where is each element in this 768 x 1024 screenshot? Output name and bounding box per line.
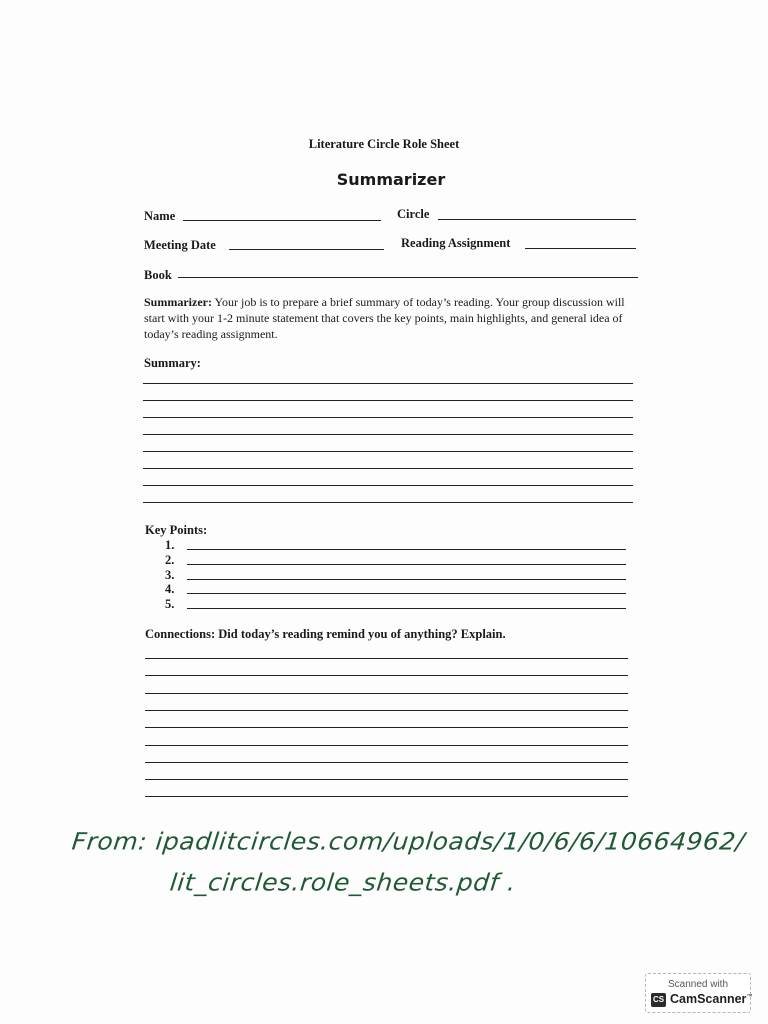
key-points-label: Key Points:	[145, 523, 208, 537]
camscanner-logo-icon: CS	[651, 993, 666, 1007]
key-point-number: 3.	[165, 567, 175, 582]
summary-line[interactable]	[143, 502, 633, 503]
summary-line[interactable]	[143, 383, 633, 384]
name-line[interactable]	[183, 220, 381, 221]
connections-line[interactable]	[145, 796, 628, 797]
role-heading: Summarizer	[336, 170, 446, 189]
summary-line[interactable]	[143, 434, 633, 435]
scanned-with-caption: Scanned with	[667, 979, 729, 990]
key-point-line[interactable]	[187, 593, 626, 594]
summary-line[interactable]	[143, 468, 633, 469]
connections-line[interactable]	[145, 762, 628, 763]
key-point-line[interactable]	[187, 608, 626, 609]
instructions	[144, 294, 644, 342]
page-title: Literature Circle Role Sheet	[308, 137, 460, 151]
camscanner-brand-text: CamScanner	[670, 992, 747, 1006]
summary-line[interactable]	[143, 417, 633, 418]
connections-line[interactable]	[145, 779, 628, 780]
circle-line[interactable]	[438, 219, 636, 220]
key-point-line[interactable]	[187, 579, 626, 580]
connections-label: Connections: Did today’s reading remind you of anything? Explain.	[145, 627, 506, 641]
book-label: Book	[144, 268, 172, 282]
key-point-number: 2.	[165, 552, 175, 567]
summary-line[interactable]	[143, 485, 633, 486]
key-point-number: 5.	[165, 597, 175, 612]
reading-assignment-label: Reading Assignment	[401, 236, 511, 250]
instructions-text: Your job is to prepare a brief summary of today’s reading. Your group discussion will start with your 1-2 minute statement that covers the key points, main highlights, and general idea of today’s reading assignment.	[144, 295, 625, 341]
instructions-label: Summarizer:	[144, 295, 212, 309]
reading-assignment-line[interactable]	[525, 248, 636, 249]
connections-line[interactable]	[145, 710, 628, 711]
handwritten-note-line2: lit_circles.role_sheets.pdf .	[168, 868, 518, 897]
circle-label: Circle	[397, 207, 430, 221]
meeting-date-line[interactable]	[229, 249, 384, 250]
camscanner-badge	[645, 973, 751, 1013]
key-point-line[interactable]	[187, 564, 626, 565]
connections-line[interactable]	[145, 693, 628, 694]
meeting-date-label: Meeting Date	[144, 238, 216, 252]
handwritten-note-line1: From: ipadlitcircles.com/uploads/1/0/6/6/10664962/	[70, 827, 747, 856]
connections-line[interactable]	[145, 658, 628, 659]
summary-line[interactable]	[143, 400, 633, 401]
name-label: Name	[144, 209, 176, 223]
book-line[interactable]	[178, 277, 638, 278]
key-point-number: 1.	[165, 538, 175, 552]
camscanner-trademark: ™	[746, 993, 753, 1000]
camscanner-brand	[670, 992, 752, 1006]
summary-line[interactable]	[143, 451, 633, 452]
key-point-number: 4.	[165, 582, 175, 597]
connections-line[interactable]	[145, 727, 628, 728]
connections-line[interactable]	[145, 745, 628, 746]
summary-label: Summary:	[144, 356, 201, 370]
key-point-line[interactable]	[187, 549, 626, 550]
connections-line[interactable]	[145, 675, 628, 676]
